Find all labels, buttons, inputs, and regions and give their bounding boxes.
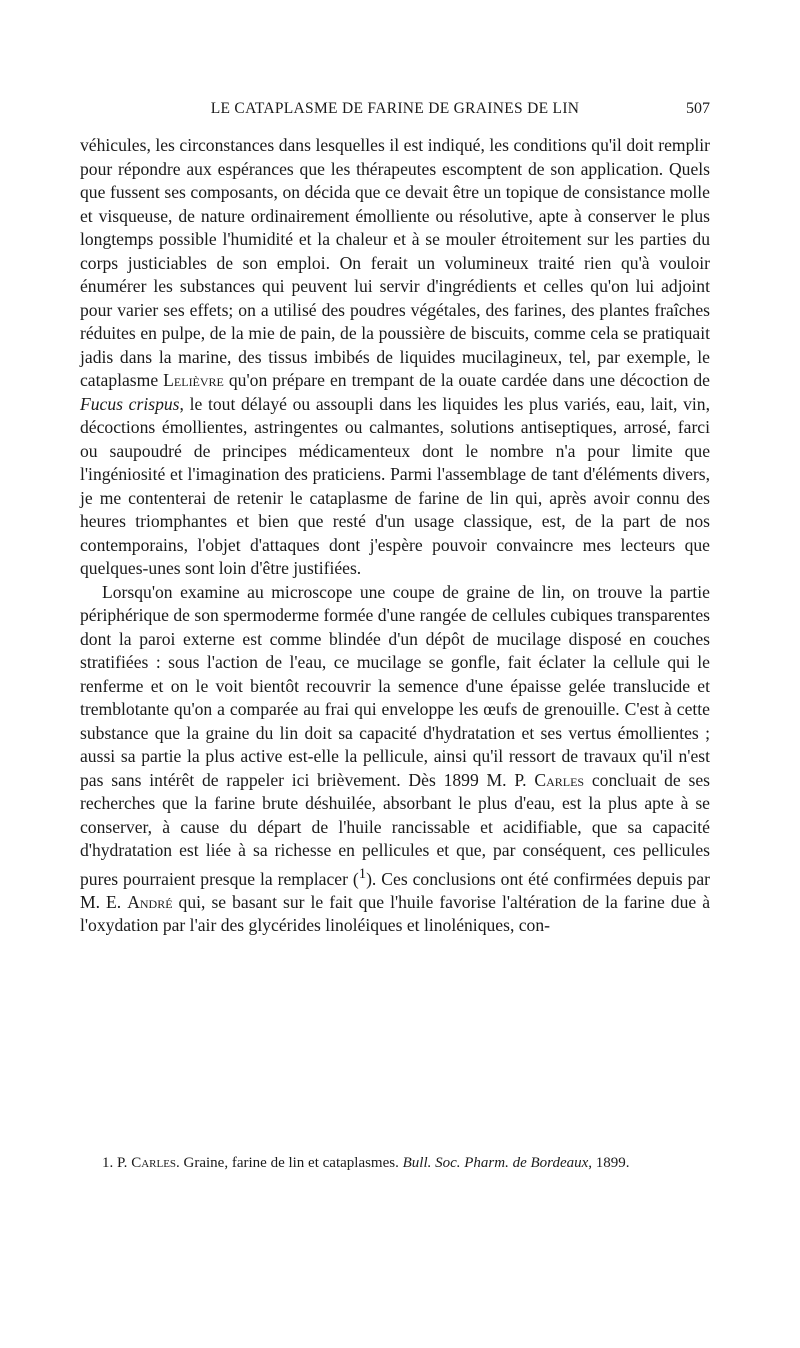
- footnote-author-name: Carles: [131, 1155, 177, 1171]
- author-name-carles: Carles: [534, 769, 585, 790]
- paragraph-2-text-a: Lorsqu'on examine au microscope une coupe de graine de lin, on trouve la partie périphérique de son spermoderme formée d'une rangée de cellules cubiques transparentes dont la paroi externe est comme blindée d'un dépôt de mucilage disposé en couches stratifiées : sous l'action de l'eau, ce mucilage se gonfle, fait éclater la cellule qui le renferme et on le voit bientôt recouvrir la semence d'une épaisse gelée translucide et tremblotante qu'on a comparée au frai qui enveloppe les œufs de grenouille. C'est à cette substance que la graine du lin doit sa capacité d'hydratation et ses vertus émollientes ; aussi sa partie la plus active est-elle la pellicule, ainsi qu'il ressort de travaux qu'il n'est pas sans intérêt de rappeler ici brièvement. Dès 1899 M. P.: [80, 581, 710, 790]
- paragraph-1-text-c: , le tout délayé ou assoupli dans les liquides les plus variés, eau, lait, vin, décoctions émollientes, astringentes ou calmantes, solutions antiseptiques, arrosé, farci ou saupoudré de principes médicamenteux dont le nombre n'a pour limite que l'ingéniosité et l'imagination des praticiens. Parmi l'assemblage de tant d'éléments divers, je me contenterai de retenir le cataplasme de farine de lin qui, après avoir connu des heures triomphantes et bien que resté d'un usage classique, est, de la part de nos contemporains, l'objet d'attaques dont j'espère pouvoir convaincre mes lecteurs que quelques-unes sont loin d'être justifiées.: [80, 393, 710, 578]
- author-name-andre: André: [127, 891, 173, 912]
- footnote: [80, 1153, 710, 1175]
- footnote-text-b: , 1899.: [588, 1155, 630, 1171]
- paragraph-1-text-b: qu'on prépare en trempant de la ouate cardée dans une décoction de: [223, 370, 710, 390]
- paragraph-2-text-d: qui, se basant sur le fait que l'huile favorise l'altération de la farine due à l'oxydation par l'air des glycérides linoléiques et linoléniques, con-: [80, 891, 710, 936]
- paragraph-1-text-a: véhicules, les circonstances dans lesquelles il est indiqué, les conditions qu'il doit remplir pour répondre aux espérances que les thérapeutes escomptent de son application. Quels que fussent ses composants, on décida que ce devait être un topique de consistance molle et visqueuse, de nature ordinairement émolliente ou résolutive, apte à conserver le plus longtemps possible l'humidité et la chaleur et à se mouler étroitement sur les parties du corps justiciables de son emploi. On ferait un volumineux traité rien qu'à vouloir énumérer les substances qui peuvent lui servir d'ingrédients et celles qu'on lui adjoint pour varier ses effets; on a utilisé des poudres végétales, des farines, des plantes fraîches réduites en pulpe, de la mie de pain, de la poussière de biscuits, comme cela se pratiquait jadis dans la marine, des tissus imbibés de liquides mucilagineux, tel, par exemple, le cataplasme: [80, 135, 710, 390]
- page-number: 507: [686, 100, 710, 117]
- footnote-journal: Bull. Soc. Pharm. de Bordeaux: [402, 1155, 589, 1171]
- footnote-text-a: . Graine, farine de lin et cataplasmes.: [176, 1155, 403, 1171]
- footnote-number: 1.: [102, 1155, 114, 1171]
- paragraph-2-text-b: concluait de ses recherches que la farine brute déshuilée, absorbant le plus d'eau, est la plus apte à se conserver, à cause du départ de l'huile rancissable et acidifiable, que sa capacité d'hydratation est liée à sa richesse en pellicules et que, par conséquent, ces pellicules pures pourraient presque la remplacer (: [80, 769, 710, 889]
- author-name-lelievre: Lelièvre: [163, 370, 224, 390]
- paragraph-2-text-c: ). Ces conclusions ont été confirmées depuis par M. E.: [80, 868, 710, 912]
- running-title: LE CATAPLASME DE FARINE DE GRAINES DE LIN: [210, 100, 580, 117]
- paragraph-2: [80, 581, 710, 938]
- page-header: [80, 100, 710, 124]
- main-text: [80, 134, 710, 938]
- paragraph-1: [80, 134, 710, 581]
- footnote-author-initial: P.: [117, 1155, 128, 1171]
- species-name: Fucus crispus: [80, 393, 180, 414]
- footnote-reference: 1: [358, 865, 367, 882]
